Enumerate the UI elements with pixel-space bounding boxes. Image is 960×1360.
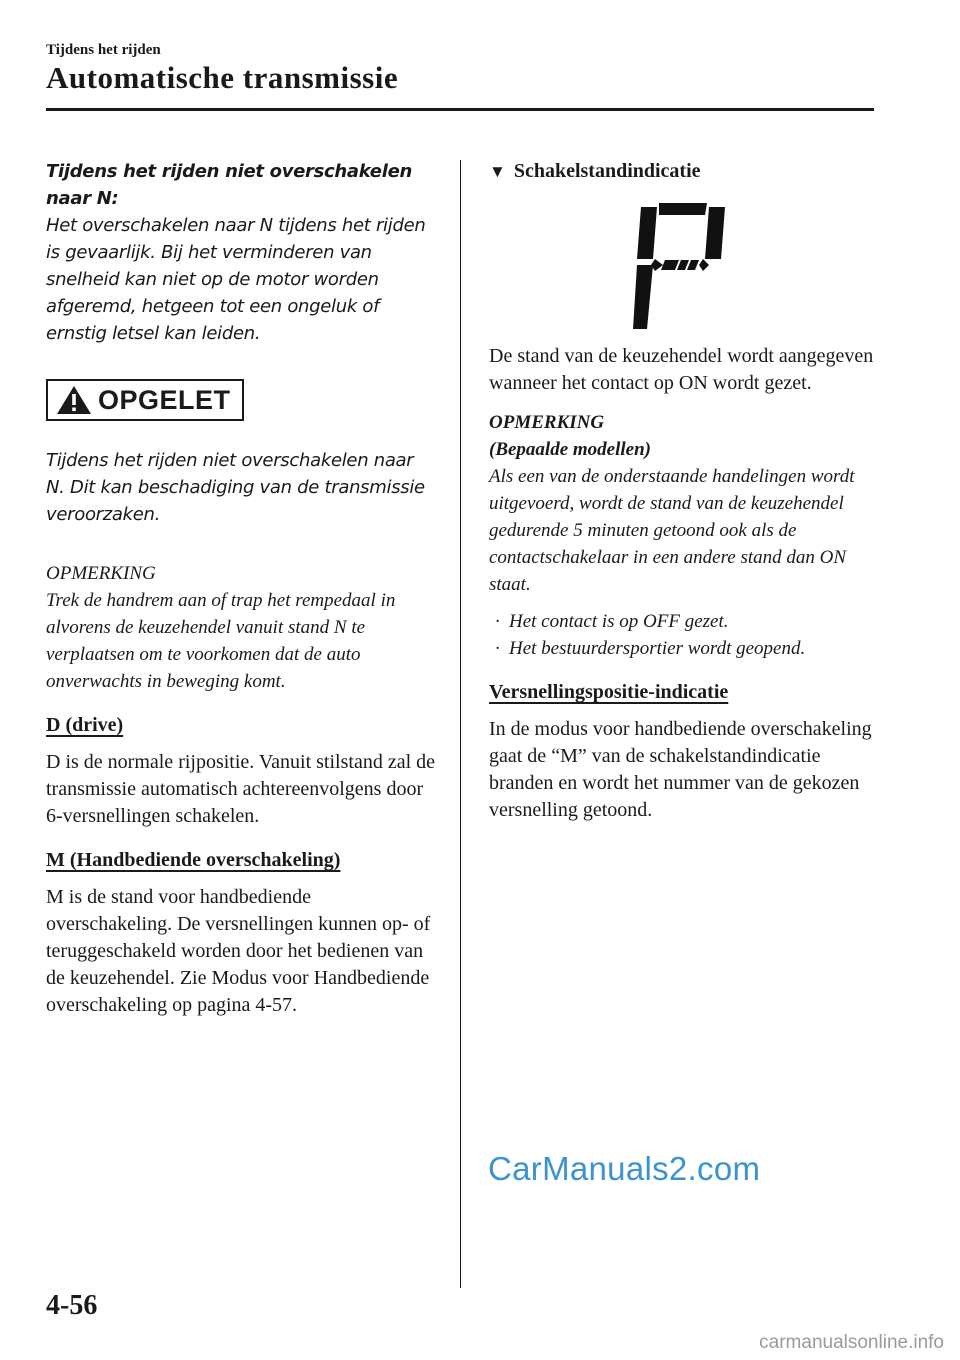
watermark-logo: CarManuals2.com [488,1150,761,1187]
note-title: OPMERKING [46,563,156,584]
warning-heading: Tijdens het rijden niet overschakelen naar N: [46,161,413,209]
gear-indication-text: In de modus voor handbediende overschakeling gaat de “M” van de schakelstandindicatie branden en wordt het nummer van de gekozen versnelling getoond. [489,718,872,821]
note-title-right: OPMERKING [489,412,605,433]
right-column [489,150,879,824]
gear-indication-heading: Versnellingspositie-indicatie [489,681,729,703]
list-item [489,635,879,662]
m-manual-heading: M (Handbediende overschakeling) [46,849,341,871]
caution-text: Tijdens het rijden niet overschakelen naar N. Dit kan beschadiging van de transmissie veroorzaken. [46,450,425,525]
warning-text: Het overschakelen naar N tijdens het rijden is gevaarlijk. Bij het verminderen van snelheid kan niet op de motor worden afgeremd, hetgeen tot een ongeluk of ernstig letsel kan leiden. [46,215,426,344]
shift-position-indicator-figure [633,201,733,335]
header-section-label: Tijdens het rijden [46,42,161,58]
page-number: 4-56 [46,1290,98,1321]
bullet-text: Het contact is op OFF gezet. [509,611,729,632]
m-manual-text: M is de stand voor handbediende overschakeling. De versnellingen kunnen op- of teruggeschakeld worden door het bedienen van de keuzehendel. Zie Modus voor Handbediende overschakeling op pagina 4-57. [46,886,431,1016]
note-text-right: Als een van de onderstaande handelingen wordt uitgevoerd, wordt de stand van de keuzehendel gedurende 5 minuten getoond ook als de contactschakelaar in een andere stand dan ON staat. [489,466,855,595]
d-drive-text: D is de normale rijpositie. Vanuit stilstand zal de transmissie automatisch achtereenvolgens door 6-versnellingen schakelen. [46,751,436,827]
section-heading-label: Schakelstandindicatie [513,160,701,182]
section-marker-icon: ▼ [489,161,506,181]
bullet-dot-icon: · [495,638,500,659]
left-column [46,150,436,1019]
bullet-dot-icon: · [495,611,500,632]
page-title: Automatische transmissie [46,60,399,95]
warning-triangle-icon [56,385,92,415]
bullet-text: Het bestuurdersportier wordt geopend. [509,638,806,659]
header-rule [46,108,874,111]
section-heading [489,160,879,183]
d-drive-heading: D (drive) [46,714,124,736]
caution-box [46,379,244,421]
bullet-list [489,608,879,662]
column-divider [460,160,461,1288]
indicator-description: De stand van de keuzehendel wordt aangegeven wanneer het contact op ON wordt gezet. [489,345,874,394]
list-item [489,608,879,635]
note-text: Trek de handrem aan of trap het rempedaal in alvorens de keuzehendel vanuit stand N te verplaatsen om te voorkomen dat de auto onverwachts in beweging komt. [46,590,396,692]
note-subtitle: (Bepaalde modellen) [489,439,651,460]
footer-site-link[interactable]: carmanualsonline.info [759,1332,944,1353]
caution-label: OPGELET [98,384,231,415]
